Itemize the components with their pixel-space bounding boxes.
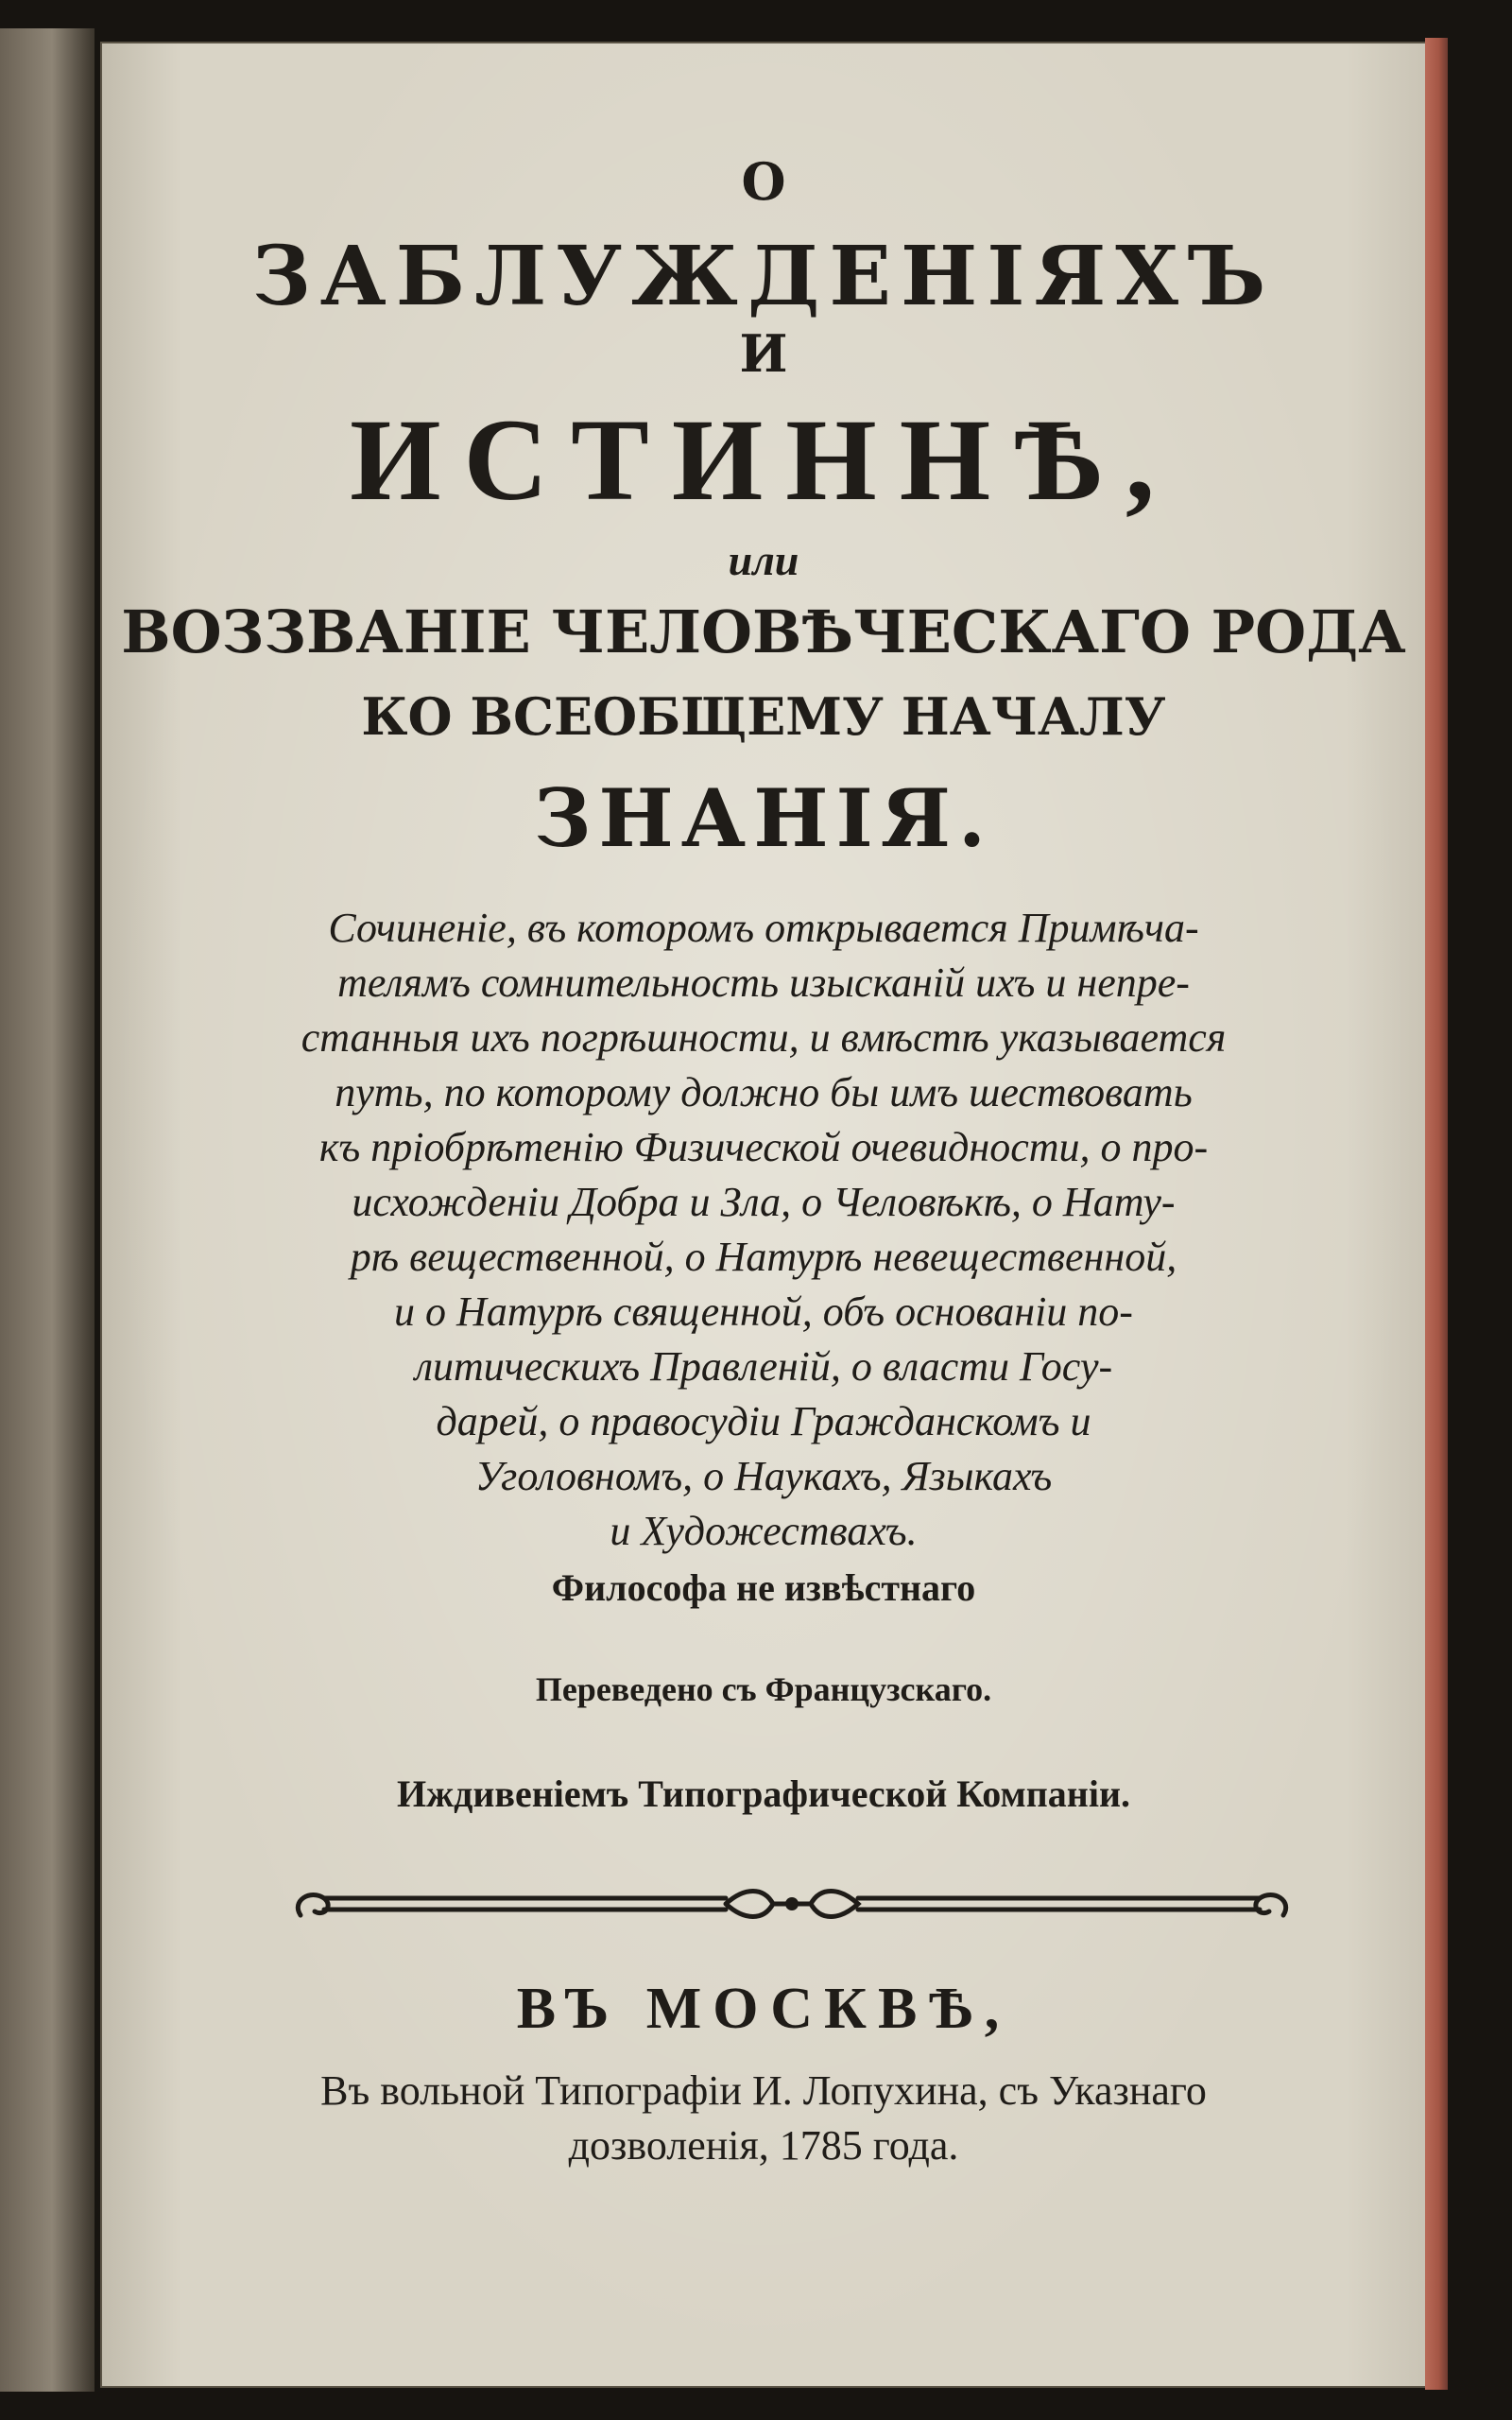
description-line: дарей, о правосудіи Гражданскомъ и	[436, 1398, 1091, 1444]
imprint-line-2: дозволенія, 1785 года.	[568, 2122, 959, 2169]
description-line: литическихъ Правленій, о власти Госу-	[414, 1343, 1113, 1390]
subtitle-line-1: ВОЗЗВАНІЕ ЧЕЛОВѢЧЕСКАГО РОДА	[121, 597, 1406, 666]
description-line: телямъ сомнительность изысканій ихъ и непре-	[337, 959, 1190, 1006]
description-line: станныя ихъ погрѣшности, и вмѣстѣ указывается	[301, 1014, 1227, 1061]
description-line: исхожденіи Добра и Зла, о Человѣкѣ, о Нату-	[352, 1179, 1176, 1225]
description-line: и о Натурѣ священной, объ основаніи по-	[394, 1288, 1133, 1335]
title-line-2: ИСТИННѢ,	[350, 395, 1177, 525]
title-or: или	[728, 536, 799, 584]
ornamental-rule	[282, 1868, 1302, 1944]
facing-page-edge	[0, 28, 94, 2392]
translation-line: Переведено съ Французскаго.	[535, 1670, 992, 1708]
imprint-line-1: Въ вольной Типографіи И. Лопухина, съ Указнаго	[320, 2067, 1207, 2114]
title-conjunction: И	[739, 323, 788, 384]
title-o: О	[741, 151, 786, 212]
description-line: къ пріобрѣтенію Физической очевидности, о про-	[318, 1124, 1209, 1170]
author-line: Философа не извѣстнаго	[551, 1566, 976, 1609]
subtitle-line-2: КО ВСЕОБЩЕМУ НАЧАЛУ	[361, 686, 1166, 747]
description-line: рѣ вещественной, о Натурѣ невещественной,	[350, 1234, 1177, 1280]
city-line: ВЪ МОСКВѢ,	[516, 1977, 1011, 2041]
title-line-1: ЗАБЛУЖДЕНІЯХЪ	[251, 229, 1276, 324]
ornament-center-dot	[785, 1897, 799, 1910]
subtitle-line-3: ЗНАНІЯ.	[533, 771, 994, 865]
description-line: путь, по которому должно бы имъ шествовать	[335, 1069, 1193, 1115]
description-line: Сочиненіе, въ которомъ открывается Примѣча-	[328, 905, 1199, 951]
page-fore-edge	[1425, 38, 1448, 2390]
description-line: Уголовномъ, о Наукахъ, Языкахъ	[474, 1453, 1053, 1499]
description-line: и Художествахъ.	[610, 1508, 918, 1554]
publisher-line: Иждивеніемъ Типографической Компаніи.	[396, 1772, 1130, 1815]
